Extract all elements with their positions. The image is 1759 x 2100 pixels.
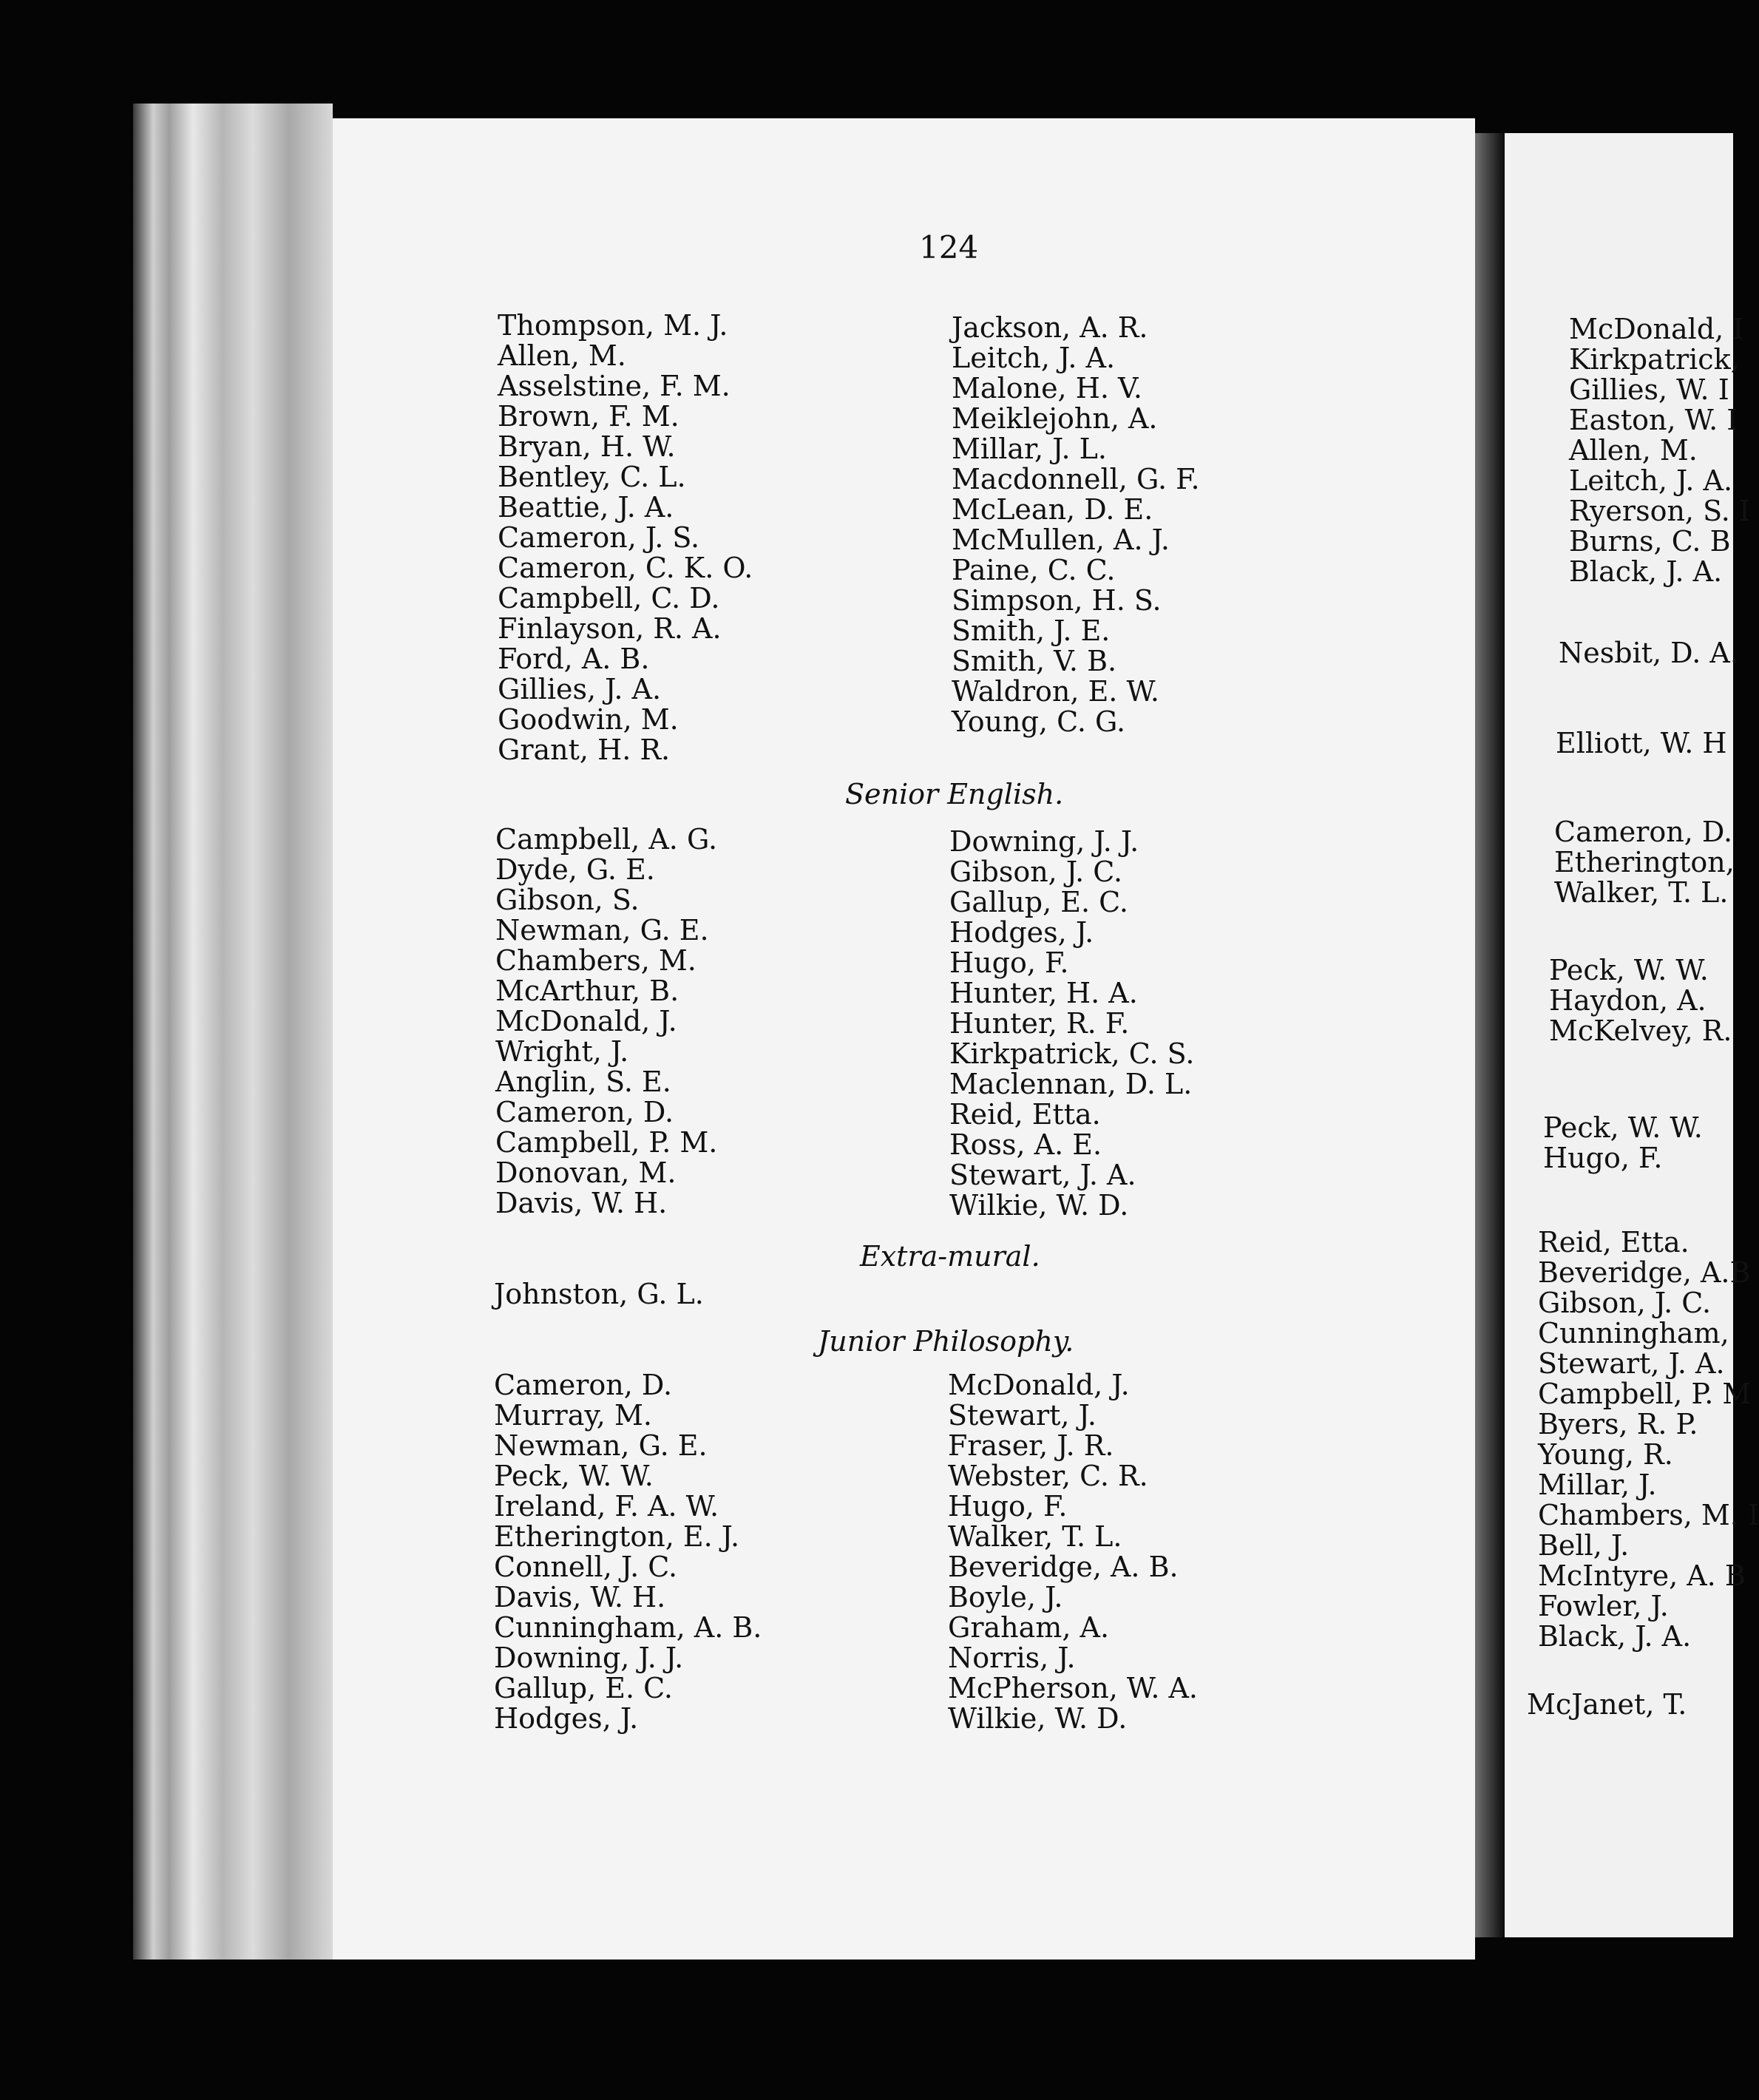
list-item: Paine, C. C. xyxy=(952,554,1116,586)
list-item: Cameron, D. xyxy=(1554,816,1733,848)
list-item: Gibson, J. C. xyxy=(949,856,1123,888)
list-item: Chambers, M. I xyxy=(1538,1499,1759,1531)
list-item: Hugo, F. xyxy=(948,1490,1068,1522)
list-item: Leitch, J. A. xyxy=(1569,464,1733,497)
list-item: Ford, A. B. xyxy=(498,643,650,675)
list-item: Thompson, M. J. xyxy=(498,309,728,342)
list-item: Ryerson, S. I xyxy=(1569,495,1750,527)
list-item: Peck, W. W. xyxy=(1549,954,1709,986)
list-item: Bentley, C. L. xyxy=(498,461,686,493)
list-item: McPherson, W. A. xyxy=(948,1672,1198,1704)
list-item: Smith, J. E. xyxy=(952,614,1111,647)
list-item: Dyde, G. E. xyxy=(495,853,655,886)
list-item: Chambers, M. xyxy=(495,944,697,977)
page-number: 124 xyxy=(919,229,979,265)
list-item: Ross, A. E. xyxy=(949,1128,1102,1161)
list-item: Easton, W. I xyxy=(1569,404,1738,436)
list-item: Goodwin, M. xyxy=(498,703,679,736)
list-item: Cameron, C. K. O. xyxy=(498,552,753,584)
list-item: Finlayson, R. A. xyxy=(498,612,722,645)
list-item: Johnston, G. L. xyxy=(494,1278,704,1310)
list-item: Smith, V. B. xyxy=(952,645,1117,677)
list-item: Campbell, P. M. xyxy=(495,1126,718,1159)
list-item: Stewart, J. A. xyxy=(949,1159,1136,1191)
list-item: Downing, J. J. xyxy=(949,825,1139,858)
list-item: Walker, T. L. xyxy=(948,1520,1122,1553)
list-item: Haydon, A. xyxy=(1549,984,1707,1017)
facing-group-1 xyxy=(1569,314,1750,587)
list-item: McMullen, A. J. xyxy=(952,524,1170,556)
senior-english-heading: Senior English. xyxy=(845,778,1064,810)
list-item: Black, J. A. xyxy=(1538,1620,1692,1653)
list-item: Wilkie, W. D. xyxy=(948,1702,1128,1735)
senior-english-list-left xyxy=(495,824,717,1219)
list-item: Gallup, E. C. xyxy=(949,886,1128,918)
list-item: Beattie, J. A. xyxy=(498,491,674,524)
list-item: Cunningham, A. B. xyxy=(494,1611,762,1644)
facing-group-7 xyxy=(1538,1227,1759,1652)
list-item: Gibson, J. C. xyxy=(1538,1287,1712,1319)
facing-group-4 xyxy=(1554,817,1735,908)
list-item: McDonald, J. xyxy=(495,1005,677,1037)
facing-group-3 xyxy=(1556,728,1727,759)
list-item: Cameron, D. xyxy=(495,1096,674,1128)
list-item: Simpson, H. S. xyxy=(952,584,1162,617)
list-item: Reid, Etta. xyxy=(1538,1226,1689,1259)
list-item: Kirkpatrick, xyxy=(1569,343,1740,376)
list-item: Davis, W. H. xyxy=(495,1187,668,1219)
extra-mural-list xyxy=(494,1279,704,1310)
facing-group-2 xyxy=(1559,638,1739,668)
list-item: McDonald, J. xyxy=(948,1369,1130,1401)
list-item: Wright, J. xyxy=(495,1035,629,1068)
list-item: Hodges, J. xyxy=(949,916,1094,949)
list-item: Campbell, A. G. xyxy=(495,823,718,856)
list-item: Campbell, C. D. xyxy=(498,582,720,614)
list-item: Grant, H. R. xyxy=(498,734,671,766)
list-item: McArthur, B. xyxy=(495,975,679,1007)
list-item: Hunter, H. A. xyxy=(949,977,1138,1009)
list-item: Norris, J. xyxy=(948,1642,1076,1674)
list-item: Cameron, D. xyxy=(494,1369,673,1401)
list-item: Fowler, J. xyxy=(1538,1590,1669,1622)
list-item: Beveridge, A. B. xyxy=(948,1551,1179,1583)
list-item: Newman, G. E. xyxy=(494,1429,708,1462)
extra-mural-heading: Extra-mural. xyxy=(860,1240,1040,1273)
list-item: Murray, M. xyxy=(494,1399,652,1432)
junior-philosophy-list-left xyxy=(494,1370,762,1734)
list-item: Elliott, W. H xyxy=(1556,727,1727,759)
list-item: Hunter, R. F. xyxy=(949,1007,1130,1040)
list-item: Reid, Etta. xyxy=(949,1098,1101,1131)
list-item: Gibson, S. xyxy=(495,884,640,916)
list-item: Byers, R. P. xyxy=(1538,1408,1698,1440)
list-item: Young, R. xyxy=(1538,1438,1673,1471)
list-item: Wilkie, W. D. xyxy=(949,1189,1129,1222)
facing-group-5 xyxy=(1549,955,1732,1046)
list-item: Donovan, M. xyxy=(495,1156,677,1189)
list-item: McKelvey, R. xyxy=(1549,1015,1732,1047)
list-item: McLean, D. E. xyxy=(952,493,1153,526)
list-item: Allen, M. xyxy=(1569,434,1698,467)
list-item: Cunningham, xyxy=(1538,1317,1729,1349)
list-item: Gillies, J. A. xyxy=(498,673,662,705)
list-item: Davis, W. H. xyxy=(494,1581,666,1613)
list-item: Allen, M. xyxy=(498,339,626,372)
list-item: Kirkpatrick, C. S. xyxy=(949,1037,1195,1070)
facing-page xyxy=(1505,133,1759,1937)
list-item: Ireland, F. A. W. xyxy=(494,1490,719,1522)
first-list-left xyxy=(498,311,753,765)
list-item: Downing, J. J. xyxy=(494,1642,684,1674)
list-item: Hugo, F. xyxy=(949,946,1069,979)
list-item: Graham, A. xyxy=(948,1611,1110,1644)
list-item: Gillies, W. I xyxy=(1569,373,1729,406)
list-item: Hodges, J. xyxy=(494,1702,639,1735)
list-item: Stewart, J. A. xyxy=(1538,1347,1725,1380)
list-item: Connell, J. C. xyxy=(494,1551,678,1583)
list-item: Peck, W. W. xyxy=(494,1460,654,1492)
list-item: Millar, J. xyxy=(1538,1469,1657,1501)
senior-english-list-right xyxy=(949,827,1194,1221)
book-gutter xyxy=(1475,133,1505,1937)
book-page-edges xyxy=(133,104,333,1960)
list-item: Boyle, J. xyxy=(948,1581,1063,1613)
list-item: Black, J. A. xyxy=(1569,555,1723,588)
list-item: Burns, C. B xyxy=(1569,525,1731,558)
list-item: McJanet, T. xyxy=(1527,1688,1687,1721)
list-item: Meiklejohn, A. xyxy=(952,402,1158,435)
list-item: Brown, F. M. xyxy=(498,400,679,433)
list-item: Asselstine, F. M. xyxy=(498,370,731,402)
list-item: Beveridge, A.B xyxy=(1538,1256,1751,1289)
list-item: Stewart, J. xyxy=(948,1399,1097,1432)
facing-group-8 xyxy=(1527,1690,1687,1720)
list-item: Young, C. G. xyxy=(952,705,1126,738)
list-item: Nesbit, D. A. xyxy=(1559,637,1739,669)
list-item: Etherington, xyxy=(1554,846,1735,878)
list-item: Campbell, P. M xyxy=(1538,1378,1752,1410)
facing-group-6 xyxy=(1543,1113,1703,1173)
list-item: Newman, G. E. xyxy=(495,914,709,946)
list-item: Bell, J. xyxy=(1538,1529,1630,1562)
list-item: Malone, H. V. xyxy=(952,372,1142,404)
list-item: Cameron, J. S. xyxy=(498,521,700,554)
list-item: McDonald, I xyxy=(1569,313,1744,345)
junior-philosophy-heading: Junior Philosophy. xyxy=(818,1325,1074,1358)
list-item: Maclennan, D. L. xyxy=(949,1068,1193,1100)
list-item: Leitch, J. A. xyxy=(952,342,1116,374)
list-item: Jackson, A. R. xyxy=(952,311,1148,344)
list-item: Anglin, S. E. xyxy=(495,1066,671,1098)
list-item: Waldron, E. W. xyxy=(952,675,1159,708)
list-item: Fraser, J. R. xyxy=(948,1429,1114,1462)
list-item: Webster, C. R. xyxy=(948,1460,1148,1492)
list-item: Walker, T. L. xyxy=(1554,876,1729,909)
list-item: Peck, W. W. xyxy=(1543,1111,1703,1144)
list-item: Macdonnell, G. F. xyxy=(952,463,1200,495)
list-item: McIntyre, A. B xyxy=(1538,1559,1746,1592)
list-item: Etherington, E. J. xyxy=(494,1520,740,1553)
junior-philosophy-list-right xyxy=(948,1370,1198,1734)
list-item: Millar, J. L. xyxy=(952,433,1107,465)
list-item: Bryan, H. W. xyxy=(498,430,676,463)
first-list-right xyxy=(952,313,1200,737)
list-item: Gallup, E. C. xyxy=(494,1672,673,1704)
list-item: Hugo, F. xyxy=(1543,1142,1663,1174)
